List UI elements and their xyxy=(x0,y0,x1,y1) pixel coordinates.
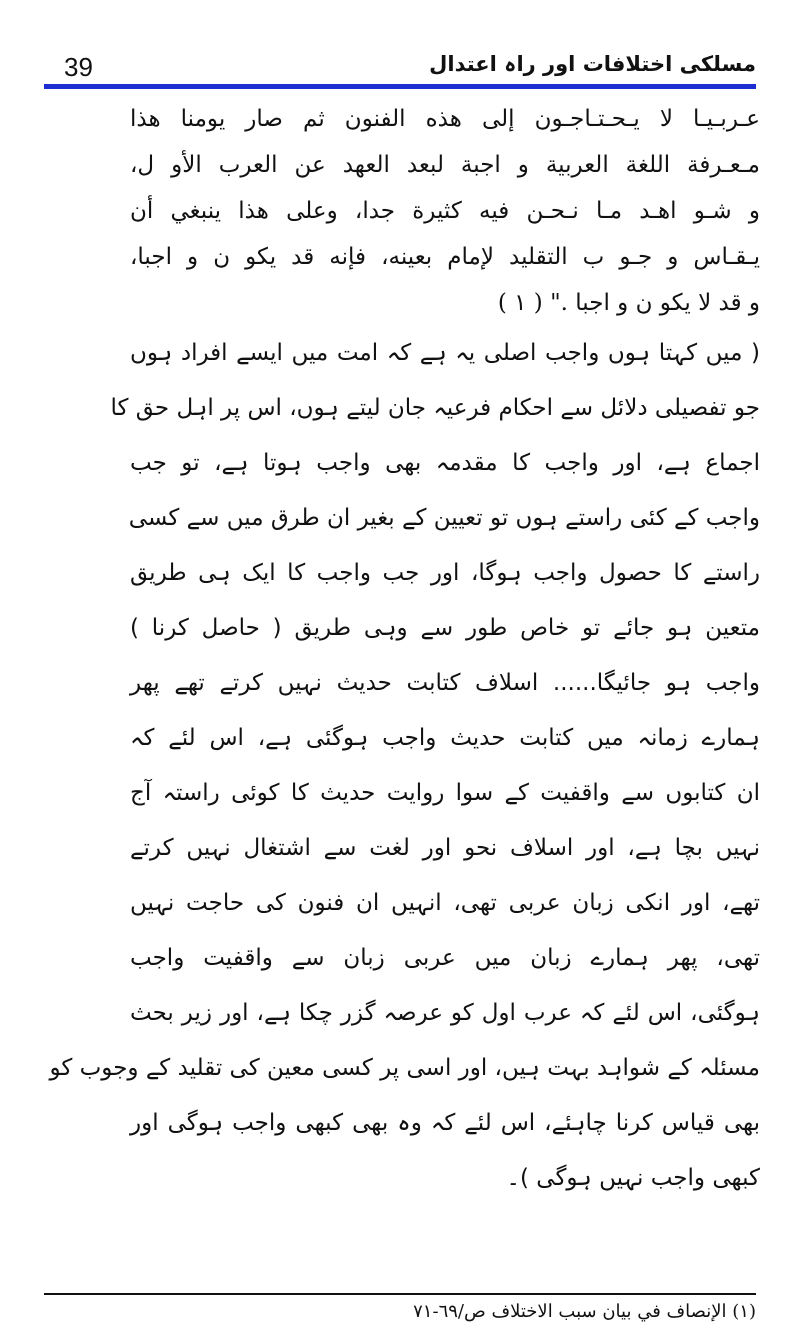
arabic-line: يـقـاس و جـو ب التقليد لإمام بعينه، فإنه قد يكو ن و اجبا، xyxy=(130,244,760,270)
urdu-translation xyxy=(49,326,760,1206)
urdu-line: بھی قیاس کرنا چاہئے، اس لئے کہ وہ بھی کبھی واجب ہوگی اور xyxy=(130,1110,760,1136)
arabic-line: مـعـرفة اللغة العربية و اجبة لبعد العهد عن العرب الأو ل، xyxy=(130,152,760,178)
urdu-line: ہمارے زمانہ میں کتابت حدیث واجب ہوگئی ہے، اس لئے کہ xyxy=(130,725,760,751)
urdu-line: تھی، پھر ہمارے زبان میں عربی زبان سے واقفیت واجب xyxy=(130,945,760,971)
urdu-line: نہیں بچا ہے، اور اسلاف نحو اور لغت سے اشتغال نہیں کرتے xyxy=(130,835,760,861)
urdu-line: ہوگئی، اس لئے کہ عرب اول کو عرصہ گزر چکا ہے، اور زیر بحث xyxy=(130,1000,760,1026)
arabic-quote xyxy=(130,96,760,326)
urdu-line: ( میں کہتا ہوں واجب اصلی یہ ہے کہ امت میں ایسے افراد ہوں xyxy=(130,340,760,366)
book-title: مسلکی اختلافات اور راہ اعتدال xyxy=(429,52,756,76)
arabic-line: و شـو اهـد مـا نـحـن فيه كثيرة جدا، وعلى هذا ينبغي أن xyxy=(130,198,760,224)
urdu-line: اجماع ہے، اور واجب کا مقدمہ بھی واجب ہوتا ہے، تو جب xyxy=(130,450,760,476)
urdu-line: واجب ہو جائیگا...... اسلاف کتابت حدیث نہیں کرتے تھے پھر xyxy=(130,670,760,696)
urdu-line: راستے کا حصول واجب ہوگا، اور جب واجب کا ایک ہی طریق xyxy=(130,560,760,586)
footnote-divider xyxy=(44,1293,756,1295)
urdu-line: متعین ہو جائے تو خاص طور سے وہی طریق ( حاصل کرنا ) xyxy=(130,615,760,641)
urdu-line: واجب کے کئی راستے ہوں تو تعیین کے بغیر ان طرق میں سے کسی xyxy=(128,505,760,531)
urdu-line: مسئلہ کے شواہد بہت ہیں، اور اسی پر کسی معین کی تقلید کے وجوب کو xyxy=(49,1055,760,1081)
arabic-line: عـربـيـا لا يـحـتـاجـون إلى هذه الفنون ثم صار يومنا هذا xyxy=(130,106,760,132)
page-header xyxy=(44,52,756,84)
page-body xyxy=(49,96,760,1206)
urdu-line: کبھی واجب نہیں ہوگی )۔ xyxy=(506,1165,760,1191)
urdu-line: ان کتابوں سے واقفیت کے سوا روایت حدیث کا کوئی راستہ آج xyxy=(130,780,760,806)
page-number: 39 xyxy=(64,52,93,82)
urdu-line: تھے، اور انکی زبان عربی تھی، انہیں ان فنون کی حاجت نہیں xyxy=(130,890,760,916)
header-divider xyxy=(44,84,756,89)
arabic-line: و قد لا يكو ن و اجبا ." ( ١ ) xyxy=(497,290,760,316)
footnote: (۱) الإنصاف في بيان سبب الاختلاف ص/٦٩-٧١ xyxy=(413,1301,756,1322)
urdu-line: جو تفصیلی دلائل سے احکام فرعیہ جان لیتے ہوں، اس پر اہل حق کا xyxy=(110,395,760,421)
